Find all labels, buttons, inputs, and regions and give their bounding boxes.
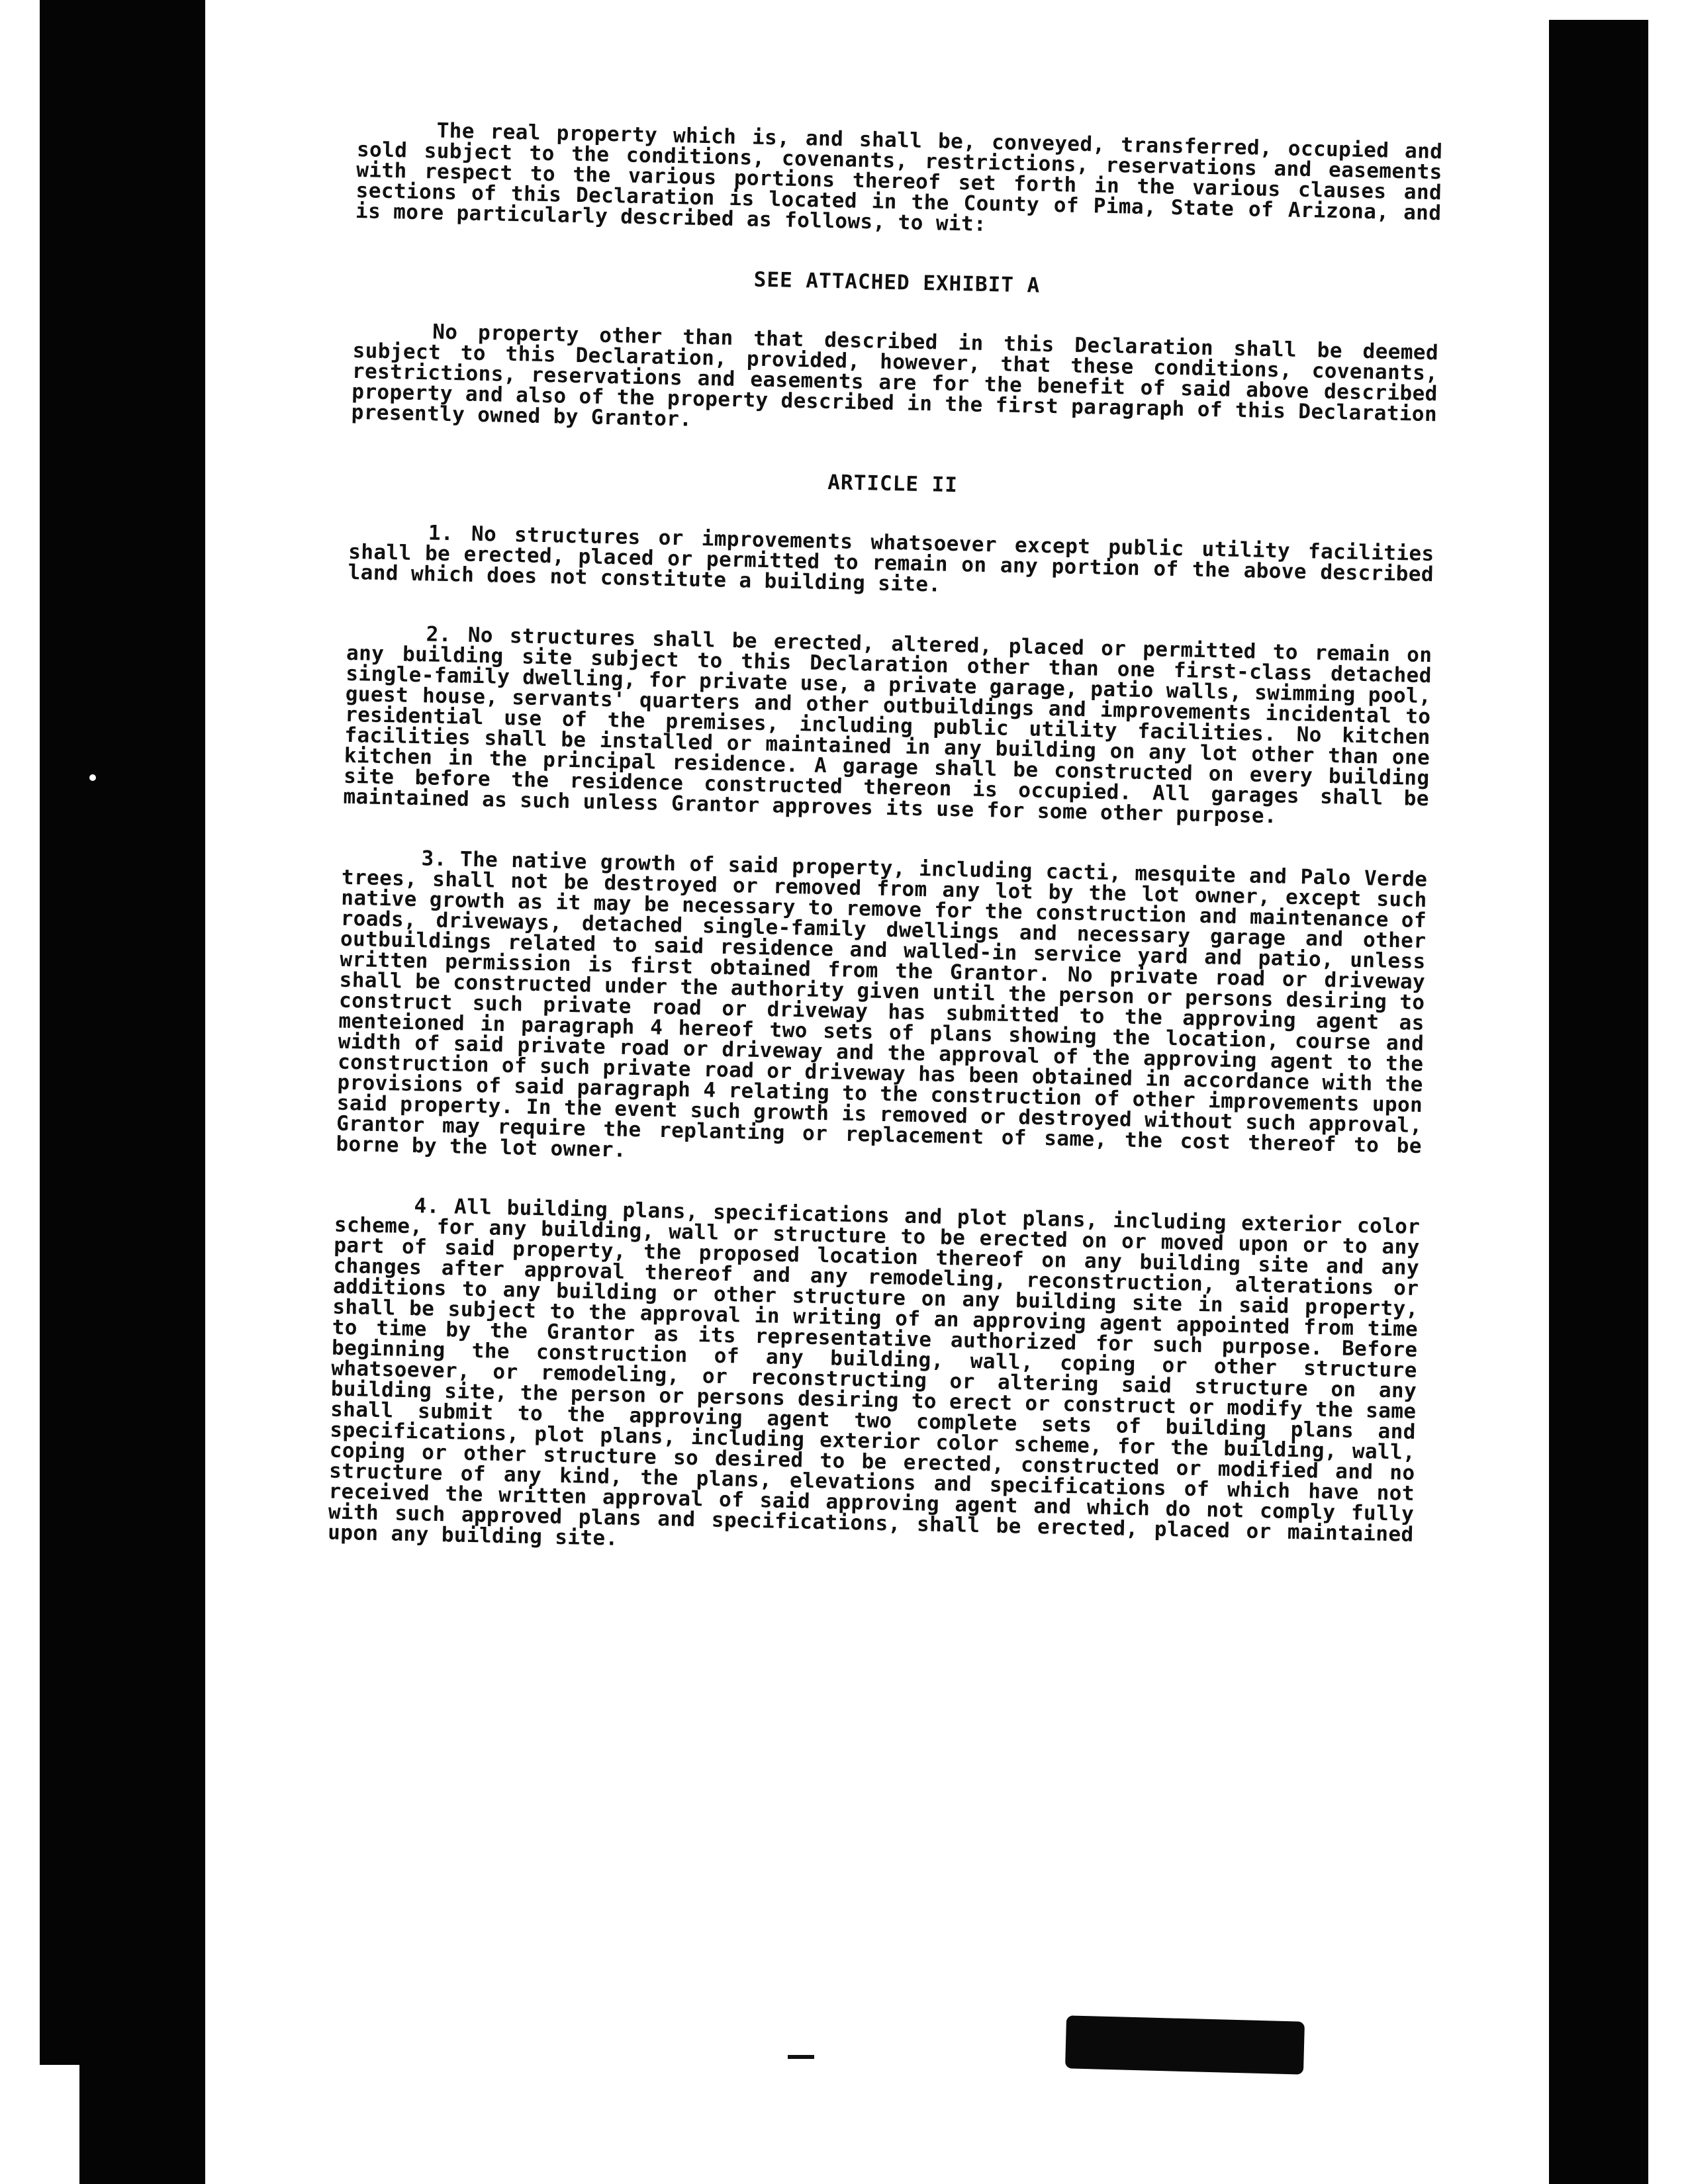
scan-border-left-notch xyxy=(40,2065,79,2184)
scan-border-left xyxy=(40,0,205,2184)
item-1-paragraph: 1. No structures or improvements whatsoever except public utility facilities shall be erected, placed or permitted to remain on any portion of the above described land which does not constitute a building site. xyxy=(348,521,1434,597)
item-4-paragraph: 4. All building plans, specifications and plot plans, including exterior color scheme, for any building, wall or structure to be erected on or moved upon or to any part of said property, the proposed location thereof on any building site and any changes after approval thereof and any remodeling, reconstruction, alterations or additions to any building or other structure on any building site in said property, shall be subject to the approval in writing of an approving agent appointed from time to time by the Grantor as its representative authorized for such purpose. Before beginning the construction of any building, wall, coping or other structure whatsoever, or remodeling, or reconstructing or altering said structure on any building site, the person or persons desiring to erect or construct or modify the same shall submit to the approving agent two complete sets of building plans and specifications, plot plans, including exterior color scheme, for the building, wall, coping or other structure so desired to be erected, constructed or modified and no structure of any kind, the plans, elevations and specifications of which have not received the written approval of said approving agent and which do not comply fully with such approved plans and specifications, shall be erected, placed or maintained upon any building site. xyxy=(327,1194,1421,1551)
no-property-paragraph: No property other than that described in this Declaration shall be deemed subject to this Declaration, provided, however, that these conditions, covenants, restrictions, reservations and easements are for the benefit of said above described property and also of the property described in the first paragraph of this Declaration presently owned by Grantor. xyxy=(351,320,1439,432)
scan-border-right xyxy=(1549,20,1648,2184)
item-3-paragraph: 3. The native growth of said property, including cacti, mesquite and Palo Verde trees, shall not be destroyed or removed from any lot by the lot owner, except such native growth as it may be necessary to remove for the construction and maintenance of roads, driveways, detached single-family dwellings and necessary garage and other outbuildings related to said residence and walled-in service yard and patio, unless written permission is first obtained from the Grantor. No private road or driveway shall be constructed under the authority given until the person or persons desiring to construct such private road or driveway has submitted to the approving agent as menteioned in paragraph 4 hereof two sets of plans showing the location, course and width of said private road or driveway and the approval of the approving agent to the construction of such private road or driveway has been obtained in accordance with the provisions of said paragraph 4 relating to the construction of other improvements upon said property. In the event such growth is removed or destroyed without such approval, Grantor may require the replanting or replacement of same, the cost thereof to be borne by the lot owner. xyxy=(336,846,1428,1162)
intro-paragraph: The real property which is, and shall be, conveyed, transferred, occupied and sold subject to the conditions, covenants, restrictions, reservations and easements with respect to the various portions thereof set forth in the various clauses and sections of this Declaration is located in the County of Pima, State of Arizona, and is more particularly described as follows, to wit: xyxy=(355,118,1443,236)
exhibit-heading: SEE ATTACHED EXHIBIT A xyxy=(753,267,1041,298)
page-mark: - xyxy=(788,2055,814,2059)
item-2-paragraph: 2. No structures shall be erected, altered, placed or permitted to remain on any building site subject to this Declaration other than one first-class detached single-family dwelling, for private use, a private garage, patio walls, swimming pool, guest house, servants' quarters and other outbuildings and improvements incidental to residential use of the premises, including public utility facilities. No kitchen facilities shall be installed or maintained in any building on any lot other than one kitchen in the principal residence. A garage shall be constructed on every building site before the residence constructed thereon is occupied. All garages shall be maintained as such unless Grantor approves its use for some other purpose. xyxy=(343,622,1432,829)
document-body xyxy=(327,119,1443,1606)
scan-speck xyxy=(89,774,96,781)
recording-stamp: 3702-0420 xyxy=(1065,2015,1305,2074)
article-heading: ARTICLE II xyxy=(827,471,959,498)
